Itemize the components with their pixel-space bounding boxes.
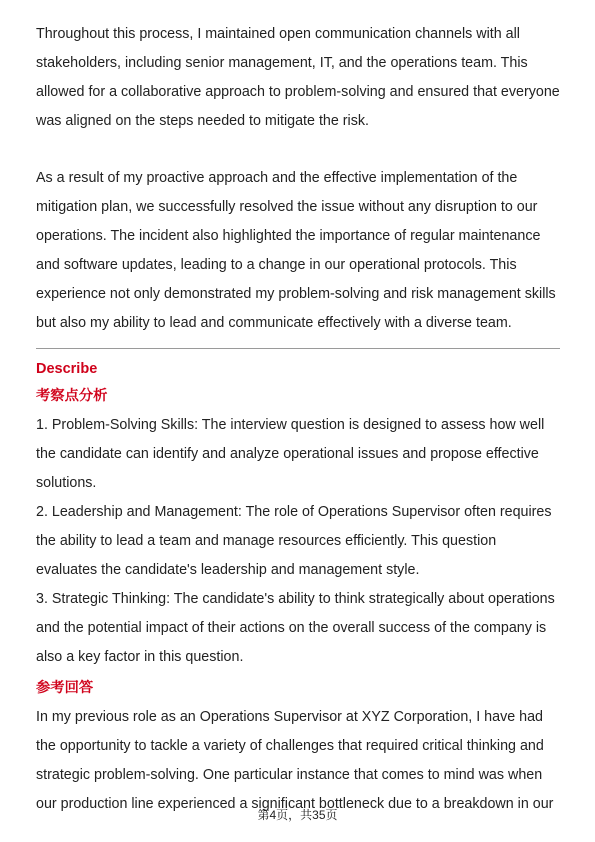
body-paragraph-communication: Throughout this process, I maintained open communication channels with all stakeholders, including senior management, IT, and the operations team. This allowed for a collaborative approach to problem-solving and ensured that everyone was aligned on the steps needed to mitigate the risk. <box>36 26 560 129</box>
analysis-heading: 考察点分析 <box>36 388 108 404</box>
reference-answer-heading: 参考回答 <box>36 680 94 696</box>
section-divider <box>36 348 560 349</box>
analysis-point: 2. Leadership and Management: The role of Operations Supervisor often requires the ability to lead a team and manage resources efficiently. This question evaluates the candidate's leadership and management style. <box>36 504 552 578</box>
describe-heading: Describe <box>36 361 98 377</box>
reference-answer-text: In my previous role as an Operations Supervisor at XYZ Corporation, I have had the opportunity to tackle a variety of challenges that required critical thinking and strategic problem-solving. One particular instance that comes to mind was when our production line experienced a significant bottleneck due to a breakdown in our <box>36 709 554 812</box>
paragraph-spacer <box>36 136 560 164</box>
page-number-footer: 第4页，共35页 <box>257 808 338 822</box>
document-page <box>36 20 560 819</box>
body-paragraph-result: As a result of my proactive approach and the effective implementation of the mitigation plan, we successfully resolved the issue without any disruption to our operations. The incident also highlighted the importance of regular maintenance and software updates, leading to a change in our operational protocols. This experience not only demonstrated my problem-solving and risk management skills but also my ability to lead and communicate effectively with a diverse team. <box>36 170 556 331</box>
analysis-point: 1. Problem-Solving Skills: The interview question is designed to assess how well the candidate can identify and analyze operational issues and propose effective solutions. <box>36 417 545 491</box>
analysis-point: 3. Strategic Thinking: The candidate's ability to think strategically about operations and the potential impact of their actions on the overall success of the company is also a key factor in this question. <box>36 591 555 665</box>
